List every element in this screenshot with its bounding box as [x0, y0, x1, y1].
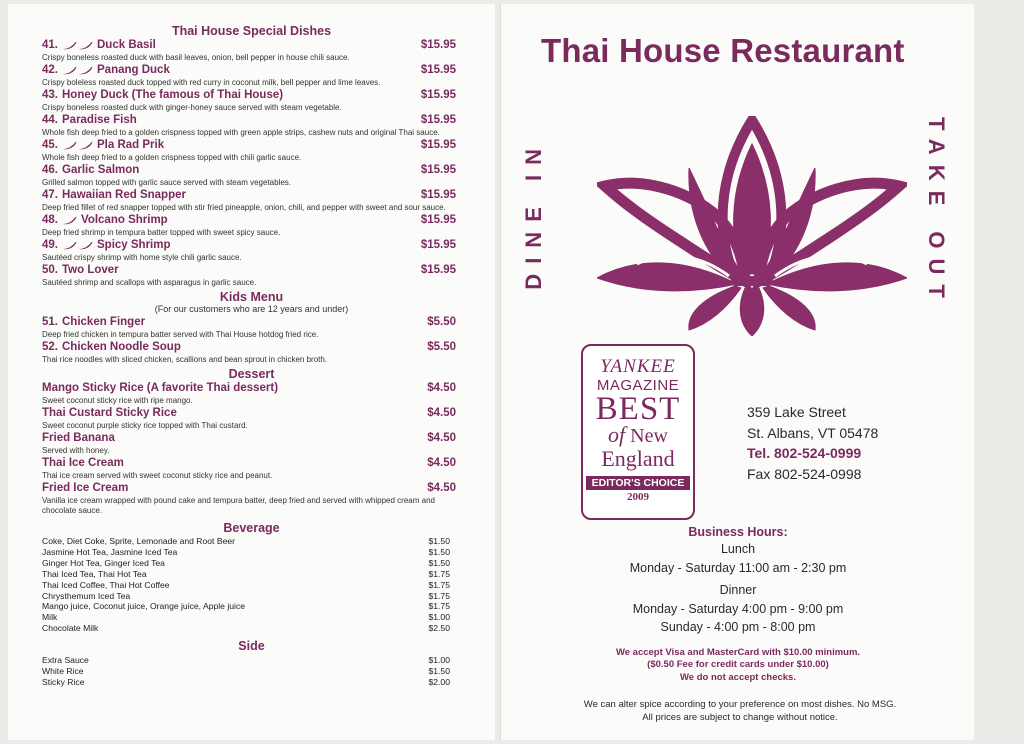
- chili-pepper-icon: [78, 66, 93, 75]
- section-title: Thai House Special Dishes: [171, 24, 332, 38]
- menu-item: [42, 481, 456, 516]
- badge-best: BEST: [595, 391, 681, 427]
- item-name: Thai Iced Tea, Thai Hot Tea: [42, 568, 147, 579]
- item-name: Volcano Shrimp: [81, 214, 168, 226]
- menu-item: [42, 315, 456, 340]
- beverage-row: [42, 591, 450, 602]
- item-price: $1.00: [428, 655, 450, 666]
- item-number: 51.: [42, 316, 58, 328]
- item-name: Panang Duck: [97, 64, 170, 76]
- item-description: Deep fried shrimp in tempura batter topped with sweet spicy sauce.: [42, 228, 281, 237]
- item-description: Grilled salmon topped with garlic sauce served with steam vegetables.: [42, 178, 292, 187]
- section-title: Dessert: [228, 367, 275, 381]
- spicy-indicator: [62, 41, 93, 50]
- chili-pepper-icon: [62, 41, 77, 50]
- beverage-row: [42, 623, 450, 634]
- item-description: Whole fish deep fried to a golden crispness topped with green apple strips, cashew nuts and original Thai sauce.: [42, 128, 440, 137]
- item-price: $1.00: [428, 612, 450, 623]
- menu-item: [42, 138, 456, 163]
- payment-line: We do not accept checks.: [680, 671, 796, 683]
- fax-number: Fax 802-524-0998: [747, 465, 862, 482]
- item-number: 42.: [42, 64, 58, 76]
- item-name: Mango Sticky Rice (A favorite Thai dessert): [42, 382, 279, 394]
- beverage-section: [8, 521, 495, 634]
- kids-menu-list: [8, 315, 495, 365]
- item-number: 47.: [42, 189, 58, 201]
- item-number: 49.: [42, 239, 58, 251]
- side-row: [42, 655, 450, 666]
- item-price: $15.95: [420, 39, 456, 51]
- item-description: Sautéed crispy shrimp with home style chili garlic sauce.: [42, 253, 242, 262]
- item-description: Sweet coconut sticky rice with ripe mango.: [42, 396, 193, 405]
- take-out-label: TAKE OUT: [924, 117, 949, 308]
- item-price: $2.00: [428, 676, 450, 687]
- badge-england: England: [601, 446, 675, 471]
- payment-policy: [501, 647, 975, 684]
- item-name: Chicken Finger: [62, 316, 146, 328]
- item-name: Two Lover: [62, 264, 119, 276]
- side-list: [8, 655, 495, 688]
- dinner-weekday-hours: Monday - Saturday 4:00 pm - 9:00 pm: [632, 601, 844, 616]
- item-name: Extra Sauce: [42, 655, 89, 666]
- item-name: Chocolate Milk: [42, 623, 99, 634]
- item-price: $15.95: [420, 214, 456, 226]
- menu-item: [42, 63, 456, 88]
- item-name: Pla Rad Prik: [97, 139, 165, 151]
- item-number: 48.: [42, 214, 58, 226]
- beverage-list: [8, 536, 495, 634]
- badge-of-new: [583, 424, 693, 447]
- dessert-list: [8, 381, 495, 516]
- item-name: Mango juice, Coconut juice, Orange juice, Apple juice: [42, 601, 246, 612]
- menu-item: [42, 188, 456, 213]
- badge-year: 2009: [627, 491, 649, 503]
- chili-pepper-icon: [62, 241, 77, 250]
- item-name: Coke, Diet Coke, Sprite, Lemonade and Root Beer: [42, 536, 235, 546]
- item-price: $1.75: [428, 568, 450, 579]
- item-price: $15.95: [420, 264, 456, 276]
- chili-pepper-icon: [78, 41, 93, 50]
- item-name: Jasmine Hot Tea, Jasmine Iced Tea: [42, 546, 178, 557]
- chili-pepper-icon: [78, 241, 93, 250]
- menu-item: [42, 88, 456, 113]
- beverage-row: [42, 569, 450, 580]
- item-price: $1.75: [428, 601, 450, 612]
- badge-editors-choice: EDITOR'S CHOICE: [586, 476, 690, 490]
- payment-line: We accept Visa and MasterCard with $10.00 minimum.: [615, 647, 861, 658]
- item-number: 43.: [42, 89, 58, 101]
- item-description: Deep fried fillet of red snapper topped with stir fried pineapple, onion, chili, and pepper with sweet and sour sauce.: [42, 203, 446, 212]
- item-price: $1.50: [428, 536, 450, 546]
- item-description: Crispy boneless roasted duck with basil leaves, onion, bell pepper in house chili sauce.: [42, 53, 350, 62]
- item-description: Deep fried chicken in tempura batter served with Thai House hotdog fried rice.: [42, 330, 319, 339]
- section-title: Kids Menu: [219, 290, 284, 304]
- restaurant-title: Thai House Restaurant: [541, 32, 905, 69]
- footer-notes: [501, 698, 979, 725]
- item-price: $15.95: [420, 239, 456, 251]
- beverage-row: [42, 536, 450, 547]
- item-name: Spicy Shrimp: [97, 239, 171, 251]
- item-price: $4.50: [427, 432, 456, 444]
- item-name: Ginger Hot Tea, Ginger Iced Tea: [42, 557, 165, 568]
- item-name: Thai Ice Cream: [42, 457, 124, 469]
- side-row: [42, 677, 450, 688]
- item-description: Sautéed shrimp and scallops with asparagus in garlic sauce.: [42, 278, 257, 287]
- item-number: 50.: [42, 264, 58, 276]
- beverage-row: [42, 547, 450, 558]
- section-title: Side: [238, 639, 265, 654]
- item-name: Paradise Fish: [62, 114, 137, 126]
- badge-yankee: YANKEE: [600, 356, 676, 377]
- spicy-indicator: [62, 216, 77, 225]
- chili-pepper-icon: [62, 141, 77, 150]
- hours-title: Business Hours:: [688, 525, 788, 539]
- item-description: Crispy boleless roasted duck topped with red curry in coconut milk, bell pepper and lime leaves.: [42, 78, 381, 87]
- item-price: $1.50: [428, 546, 450, 557]
- item-name: White Rice: [42, 666, 84, 677]
- item-price: $2.50: [428, 623, 450, 634]
- side-row: [42, 666, 450, 677]
- item-number: 46.: [42, 164, 58, 176]
- item-name: Fried Banana: [42, 432, 115, 444]
- item-name: Hawaiian Red Snapper: [62, 189, 186, 201]
- item-name: Fried Ice Cream: [42, 482, 129, 494]
- menu-item: [42, 38, 456, 63]
- item-number: 52.: [42, 341, 58, 353]
- menu-item: [42, 340, 456, 365]
- item-name: Milk: [42, 612, 58, 623]
- menu-item: [42, 431, 456, 456]
- item-description: Thai ice cream served with sweet coconut sticky rice and peanut.: [42, 471, 273, 480]
- item-description: Served with honey.: [42, 446, 110, 455]
- item-price: $15.95: [420, 139, 456, 151]
- item-name: Chicken Noodle Soup: [62, 341, 181, 353]
- dinner-sunday-hours: Sunday - 4:00 pm - 8:00 pm: [660, 620, 816, 634]
- item-number: 45.: [42, 139, 58, 151]
- dinner-label: Dinner: [719, 583, 757, 597]
- spicy-indicator: [62, 241, 93, 250]
- menu-item: [42, 113, 456, 138]
- lunch-hours: Monday - Saturday 11:00 am - 2:30 pm: [629, 560, 847, 575]
- beverage-row: [42, 580, 450, 591]
- item-price: $4.50: [427, 457, 456, 469]
- spice-note: We can alter spice according to your preference on most dishes. No MSG.: [583, 699, 897, 710]
- city-state-zip: St. Albans, VT 05478: [747, 424, 879, 441]
- item-price: $4.50: [427, 382, 456, 394]
- item-description: Vanilla ice cream wrapped with pound cake and tempura batter, deep fried and served with whipped cream and chocolate sauce.: [42, 496, 435, 515]
- item-description: Thai rice noodles with sliced chicken, scallions and bean sprout in chicken broth.: [42, 355, 328, 364]
- item-price: $15.95: [420, 164, 456, 176]
- side-section: [8, 639, 495, 688]
- item-name: Honey Duck (The famous of Thai House): [62, 89, 284, 101]
- item-name: Garlic Salmon: [62, 164, 140, 176]
- special-dishes-section: [8, 24, 495, 288]
- chili-pepper-icon: [78, 141, 93, 150]
- item-price: $5.50: [427, 341, 456, 353]
- address-block: [747, 402, 878, 484]
- cover-page: [500, 4, 974, 740]
- item-price: $1.75: [428, 579, 450, 590]
- price-note: All prices are subject to change without notice.: [642, 712, 838, 724]
- kids-menu-section: [8, 290, 495, 365]
- beverage-row: [42, 612, 450, 623]
- item-price: $1.50: [428, 666, 450, 677]
- item-price: $15.95: [420, 189, 456, 201]
- special-dishes-list: [8, 38, 495, 288]
- menu-item: [42, 238, 456, 263]
- item-name: Thai Custard Sticky Rice: [42, 407, 177, 419]
- lunch-label: Lunch: [720, 542, 756, 556]
- item-price: $1.75: [428, 590, 450, 601]
- menu-item: [42, 456, 456, 481]
- beverage-row: [42, 601, 450, 612]
- menu-item: [42, 213, 456, 238]
- item-name: Sticky Rice: [42, 676, 85, 687]
- chili-pepper-icon: [62, 216, 77, 225]
- dine-in-label: DINE IN: [521, 139, 546, 290]
- spicy-indicator: [62, 66, 93, 75]
- badge-magazine: MAGAZINE: [596, 377, 680, 394]
- badge-new: New: [630, 425, 668, 447]
- beverage-row: [42, 558, 450, 569]
- item-description: Crispy boneless roasted duck with ginger-honey sauce served with steam vegetable.: [42, 103, 342, 112]
- chili-pepper-icon: [62, 66, 77, 75]
- item-price: $5.50: [427, 316, 456, 328]
- item-price: $4.50: [427, 407, 456, 419]
- item-price: $15.95: [420, 89, 456, 101]
- menu-item: [42, 381, 456, 406]
- badge-of: of: [608, 422, 626, 447]
- telephone-number: Tel. 802-524-0999: [747, 445, 862, 461]
- item-price: $15.95: [420, 114, 456, 126]
- spicy-indicator: [62, 141, 93, 150]
- lotus-flower-icon: [597, 116, 907, 336]
- menu-item: [42, 406, 456, 431]
- item-name: Duck Basil: [97, 39, 156, 51]
- street-address: 359 Lake Street: [747, 404, 846, 420]
- item-price: $4.50: [427, 482, 456, 494]
- item-description: Sweet coconut purple sticky rice topped with Thai custard.: [42, 421, 248, 430]
- payment-line: ($0.50 Fee for credit cards under $10.00): [647, 659, 829, 671]
- menu-item: [42, 263, 456, 288]
- menu-page: [8, 4, 495, 740]
- yankee-magazine-badge: [581, 344, 695, 520]
- menu-item: [42, 163, 456, 188]
- item-price: $1.50: [428, 557, 450, 568]
- item-name: Thai Iced Coffee, Thai Hot Coffee: [42, 579, 170, 590]
- section-title: Beverage: [223, 521, 280, 535]
- item-name: Chrysthemum Iced Tea: [42, 590, 131, 601]
- item-description: Whole fish deep fried to a golden crispness topped with chili garlic sauce.: [42, 153, 302, 162]
- item-price: $15.95: [420, 64, 456, 76]
- dessert-section: [8, 367, 495, 516]
- item-number: 41.: [42, 39, 58, 51]
- business-hours: [501, 524, 975, 637]
- item-number: 44.: [42, 114, 58, 126]
- section-subtitle: (For our customers who are 12 years and under): [154, 304, 349, 314]
